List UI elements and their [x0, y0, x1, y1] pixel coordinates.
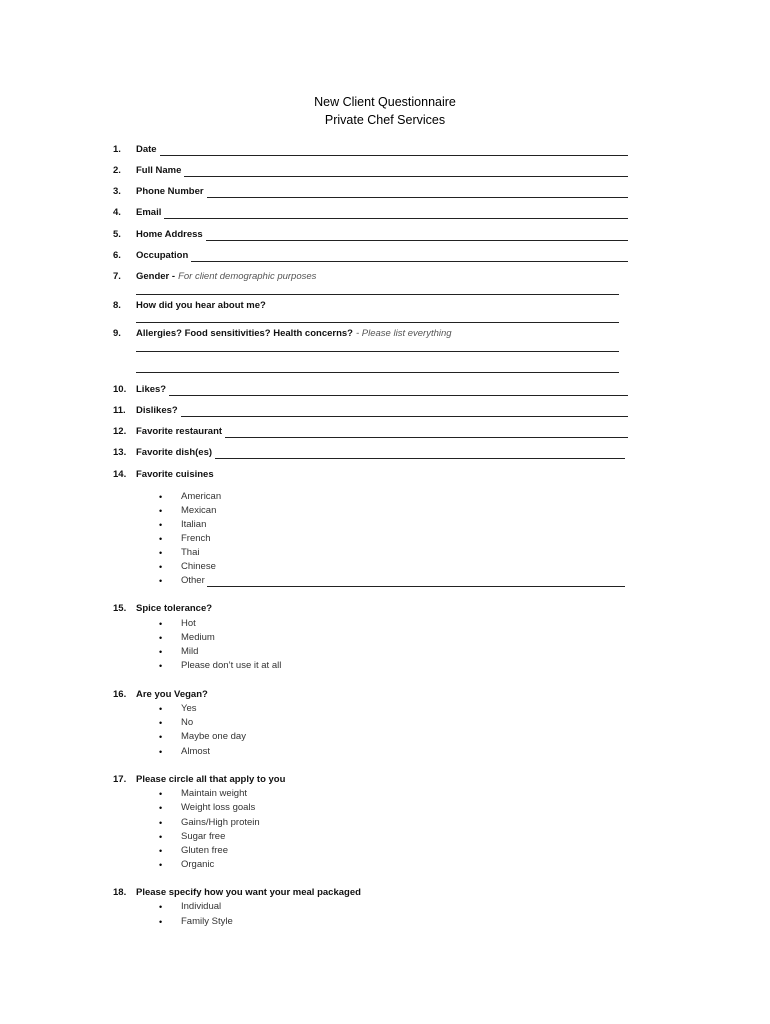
question-label: Full Name	[136, 165, 182, 176]
restaurant-answer-line[interactable]	[225, 428, 628, 438]
address-answer-line[interactable]	[206, 231, 628, 241]
email-answer-line[interactable]	[164, 209, 628, 219]
option-label: Hot	[181, 618, 196, 629]
question-note: - Please list everything	[355, 328, 452, 339]
bullet-icon: •	[159, 562, 163, 572]
likes-answer-line[interactable]	[169, 386, 628, 396]
bullet-icon: •	[159, 917, 163, 927]
question-label: Date	[136, 144, 157, 155]
bullet-icon: •	[159, 902, 163, 912]
question-label: Email	[136, 207, 162, 218]
list-item[interactable]	[159, 901, 625, 913]
list-item[interactable]	[159, 547, 625, 559]
option-label: Medium	[181, 632, 215, 643]
question-label: Favorite cuisines	[136, 469, 214, 480]
question-number: 18.	[113, 887, 127, 898]
question-label: Favorite restaurant	[136, 426, 223, 437]
question-number: 5.	[113, 229, 121, 240]
dishes-answer-line[interactable]	[215, 449, 625, 459]
bullet-icon: •	[159, 803, 163, 813]
question-label: Are you Vegan?	[136, 689, 208, 700]
question-label: Allergies? Food sensitivities? Health concerns?	[136, 328, 353, 339]
list-item[interactable]	[159, 660, 625, 672]
allergies-answer-line[interactable]	[136, 351, 619, 352]
option-label: Gluten free	[181, 845, 228, 856]
question-number: 7.	[113, 271, 121, 282]
question-label: Please specify how you want your meal packaged	[136, 887, 361, 898]
question-number: 16.	[113, 689, 127, 700]
phone-answer-line[interactable]	[207, 188, 628, 198]
bullet-icon: •	[159, 520, 163, 530]
question-number: 12.	[113, 426, 127, 437]
option-label: Organic	[181, 859, 215, 870]
bullet-icon: •	[159, 492, 163, 502]
question-number: 1.	[113, 144, 121, 155]
option-label: Yes	[181, 703, 197, 714]
bullet-icon: •	[159, 506, 163, 516]
list-item[interactable]	[159, 561, 625, 573]
option-label: Italian	[181, 519, 207, 530]
option-label: Weight loss goals	[181, 802, 256, 813]
question-label: Spice tolerance?	[136, 603, 213, 614]
list-item[interactable]	[159, 916, 625, 928]
question-label: Occupation	[136, 250, 189, 261]
question-number: 3.	[113, 186, 121, 197]
list-item[interactable]	[159, 632, 625, 644]
question-label: Gender -	[136, 271, 176, 282]
question-label: Likes?	[136, 384, 167, 395]
bullet-icon: •	[159, 846, 163, 856]
list-item[interactable]	[159, 802, 625, 814]
bullet-icon: •	[159, 576, 163, 586]
option-label: Please don’t use it at all	[181, 660, 282, 671]
question-label: How did you hear about me?	[136, 300, 266, 311]
bullet-icon: •	[159, 818, 163, 828]
bullet-icon: •	[159, 704, 163, 714]
question-number: 8.	[113, 300, 121, 311]
option-label: Maybe one day	[181, 731, 246, 742]
question-label: Dislikes?	[136, 405, 178, 416]
question-number: 4.	[113, 207, 121, 218]
option-label: American	[181, 491, 222, 502]
question-number: 2.	[113, 165, 121, 176]
bullet-icon: •	[159, 647, 163, 657]
list-item[interactable]	[159, 491, 625, 503]
question-label: Home Address	[136, 229, 203, 240]
option-label: Family Style	[181, 916, 233, 927]
question-number: 17.	[113, 774, 127, 785]
question-note: For client demographic purposes	[178, 271, 317, 282]
option-label: Maintain weight	[181, 788, 248, 799]
question-number: 14.	[113, 469, 127, 480]
question-number: 13.	[113, 447, 127, 458]
option-label: Mild	[181, 646, 199, 657]
option-label: Almost	[181, 746, 211, 757]
occupation-answer-line[interactable]	[191, 252, 628, 262]
allergies-answer-line[interactable]	[136, 372, 619, 373]
list-item[interactable]	[159, 519, 625, 531]
question-number: 15.	[113, 603, 127, 614]
bullet-icon: •	[159, 832, 163, 842]
document-title: New Client Questionnaire	[314, 95, 456, 109]
list-item[interactable]	[159, 845, 625, 857]
bullet-icon: •	[159, 661, 163, 671]
list-item[interactable]	[159, 859, 625, 871]
bullet-icon: •	[159, 718, 163, 728]
option-label: French	[181, 533, 211, 544]
list-item[interactable]	[159, 533, 625, 545]
bullet-icon: •	[159, 732, 163, 742]
option-label: Sugar free	[181, 831, 226, 842]
option-label: Thai	[181, 547, 200, 558]
list-item[interactable]	[159, 505, 625, 517]
option-label: Gains/High protein	[181, 817, 260, 828]
bullet-icon: •	[159, 548, 163, 558]
question-number: 9.	[113, 328, 121, 339]
date-answer-line[interactable]	[160, 146, 628, 156]
question-label: Favorite dish(es)	[136, 447, 213, 458]
option-label: No	[181, 717, 194, 728]
bullet-icon: •	[159, 534, 163, 544]
list-item[interactable]	[159, 618, 625, 630]
option-label: Chinese	[181, 561, 216, 572]
list-item[interactable]	[159, 817, 625, 829]
option-label: Individual	[181, 901, 222, 912]
list-item[interactable]	[159, 731, 625, 743]
list-item[interactable]	[159, 703, 625, 715]
bullet-icon: •	[159, 747, 163, 757]
dislikes-answer-line[interactable]	[181, 407, 628, 417]
question-label: Please circle all that apply to you	[136, 774, 286, 785]
option-label: Mexican	[181, 505, 217, 516]
question-number: 10.	[113, 384, 127, 395]
list-item[interactable]	[159, 746, 625, 758]
question-number: 6.	[113, 250, 121, 261]
option-label: Other	[181, 575, 205, 586]
list-item[interactable]	[159, 788, 625, 800]
bullet-icon: •	[159, 619, 163, 629]
list-item[interactable]	[159, 575, 625, 587]
question-label: Phone Number	[136, 186, 204, 197]
bullet-icon: •	[159, 860, 163, 870]
question-number: 11.	[113, 405, 126, 416]
gender-answer-line[interactable]	[136, 294, 619, 295]
list-item[interactable]	[159, 831, 625, 843]
referral-answer-line[interactable]	[136, 322, 619, 323]
bullet-icon: •	[159, 789, 163, 799]
list-item[interactable]	[159, 717, 625, 729]
document-subtitle: Private Chef Services	[324, 113, 446, 127]
list-item[interactable]	[159, 646, 625, 658]
full-name-answer-line[interactable]	[184, 167, 628, 177]
other-cuisine-answer-line[interactable]	[207, 577, 625, 587]
bullet-icon: •	[159, 633, 163, 643]
